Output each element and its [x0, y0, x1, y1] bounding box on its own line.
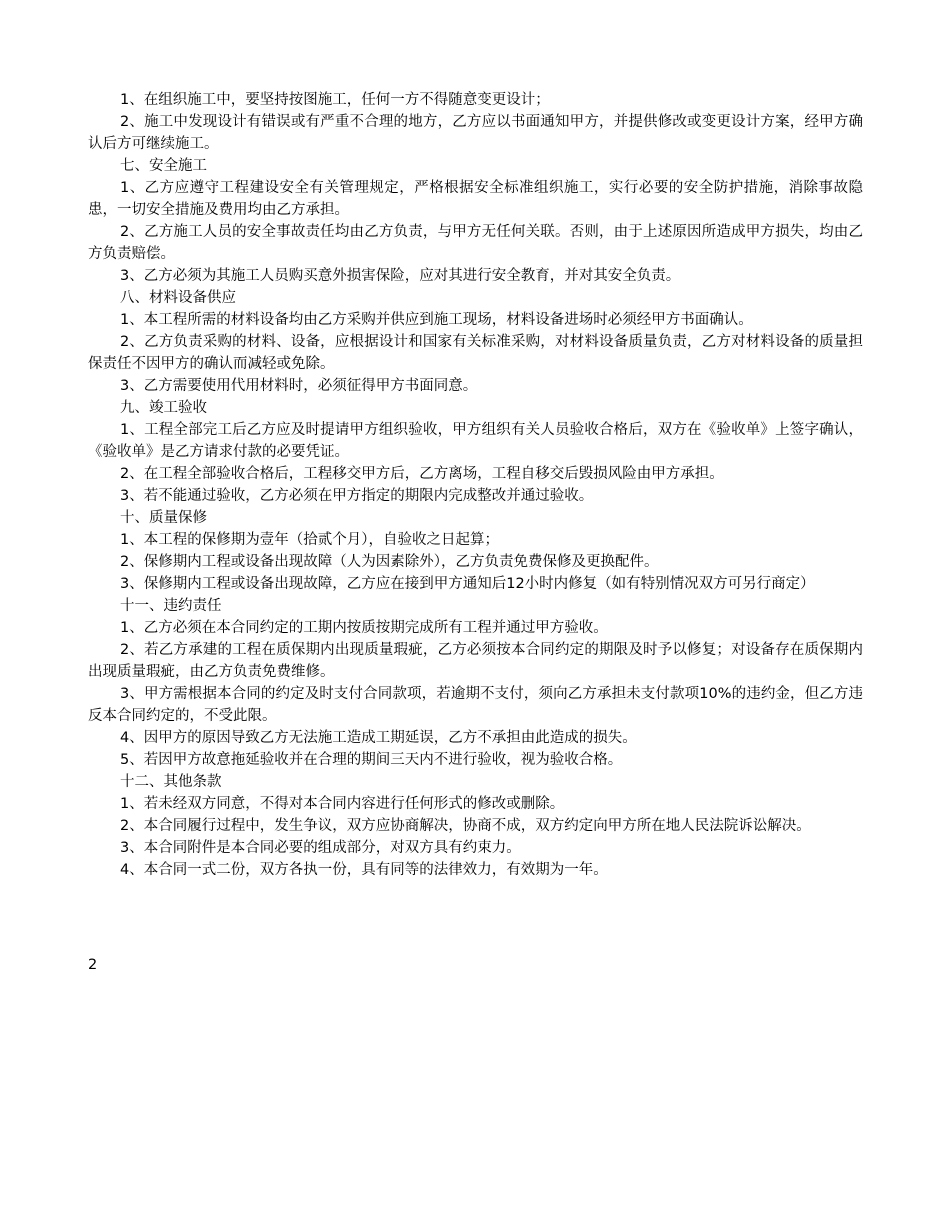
- clause-paragraph: 3、保修期内工程或设备出现故障，乙方应在接到甲方通知后12小时内修复（如有特别情况双方可另行商定）: [120, 576, 815, 592]
- clause-paragraph: 1、若未经双方同意，不得对本合同内容进行任何形式的修改或删除。: [120, 796, 565, 812]
- clause-paragraph: 1、本工程的保修期为壹年（拾贰个月），自验收之日起算；: [120, 532, 499, 548]
- document-body: [88, 89, 863, 881]
- clause-paragraph: 2、本合同履行过程中，发生争议，双方应协商解决，协商不成，双方约定向甲方所在地人民法院诉讼解决。: [120, 818, 811, 834]
- section-heading: 九、竣工验收: [120, 400, 207, 416]
- clause-paragraph: 4、因甲方的原因导致乙方无法施工造成工期延误，乙方不承担由此造成的损失。: [120, 730, 637, 746]
- section-heading: 八、材料设备供应: [120, 290, 236, 306]
- clause-paragraph: 2、施工中发现设计有错误或有严重不合理的地方，乙方应以书面通知甲方，并提供修改或变更设计方案，经甲方确认后方可继续施工。: [88, 114, 863, 152]
- section-heading: 十、质量保修: [120, 510, 207, 526]
- clause-paragraph: 1、乙方应遵守工程建设安全有关管理规定，严格根据安全标准组织施工，实行必要的安全防护措施，消除事故隐患，一切安全措施及费用均由乙方承担。: [88, 180, 863, 218]
- clause-paragraph: 1、工程全部完工后乙方应及时提请甲方组织验收，甲方组织有关人员验收合格后，双方在《验收单》上签字确认，《验收单》是乙方请求付款的必要凭证。: [88, 422, 863, 460]
- clause-paragraph: 3、甲方需根据本合同的约定及时支付合同款项，若逾期不支付，须向乙方承担未支付款项10%的违约金，但乙方违反本合同约定的，不受此限。: [88, 686, 863, 724]
- clause-paragraph: 3、若不能通过验收，乙方必须在甲方指定的期限内完成整改并通过验收。: [120, 488, 594, 504]
- section-heading: 十二、其他条款: [120, 774, 222, 790]
- clause-paragraph: 3、本合同附件是本合同必要的组成部分，对双方具有约束力。: [120, 840, 521, 856]
- clause-paragraph: 2、乙方施工人员的安全事故责任均由乙方负责，与甲方无任何关联。否则，由于上述原因所造成甲方损失，均由乙方负责赔偿。: [88, 224, 863, 262]
- clause-paragraph: 5、若因甲方故意拖延验收并在合理的期间三天内不进行验收，视为验收合格。: [120, 752, 623, 768]
- clause-paragraph: 2、保修期内工程或设备出现故障（人为因素除外），乙方负责免费保修及更换配件。: [120, 554, 659, 570]
- clause-paragraph: 3、乙方需要使用代用材料时，必须征得甲方书面同意。: [120, 378, 478, 394]
- section-heading: 七、安全施工: [120, 158, 207, 174]
- clause-paragraph: 4、本合同一式二份，双方各执一份，具有同等的法律效力，有效期为一年。: [120, 862, 608, 878]
- clause-paragraph: 1、本工程所需的材料设备均由乙方采购并供应到施工现场，材料设备进场时必须经甲方书面确认。: [120, 312, 753, 328]
- section-heading: 十一、违约责任: [120, 598, 222, 614]
- clause-paragraph: 2、若乙方承建的工程在质保期内出现质量瑕疵，乙方必须按本合同约定的期限及时予以修复；对设备存在质保期内出现质量瑕疵，由乙方负责免费维修。: [88, 642, 863, 680]
- clause-paragraph: 2、在工程全部验收合格后，工程移交甲方后，乙方离场，工程自移交后毁损风险由甲方承担。: [120, 466, 724, 482]
- clause-paragraph: 3、乙方必须为其施工人员购买意外损害保险，应对其进行安全教育，并对其安全负责。: [120, 268, 681, 284]
- page-number: 2: [88, 957, 98, 973]
- clause-paragraph: 1、在组织施工中，要坚持按图施工，任何一方不得随意变更设计；: [120, 92, 550, 108]
- clause-paragraph: 1、乙方必须在本合同约定的工期内按质按期完成所有工程并通过甲方验收。: [120, 620, 608, 636]
- clause-paragraph: 2、乙方负责采购的材料、设备，应根据设计和国家有关标准采购，对材料设备质量负责，乙方对材料设备的质量担保责任不因甲方的确认而减轻或免除。: [88, 334, 863, 372]
